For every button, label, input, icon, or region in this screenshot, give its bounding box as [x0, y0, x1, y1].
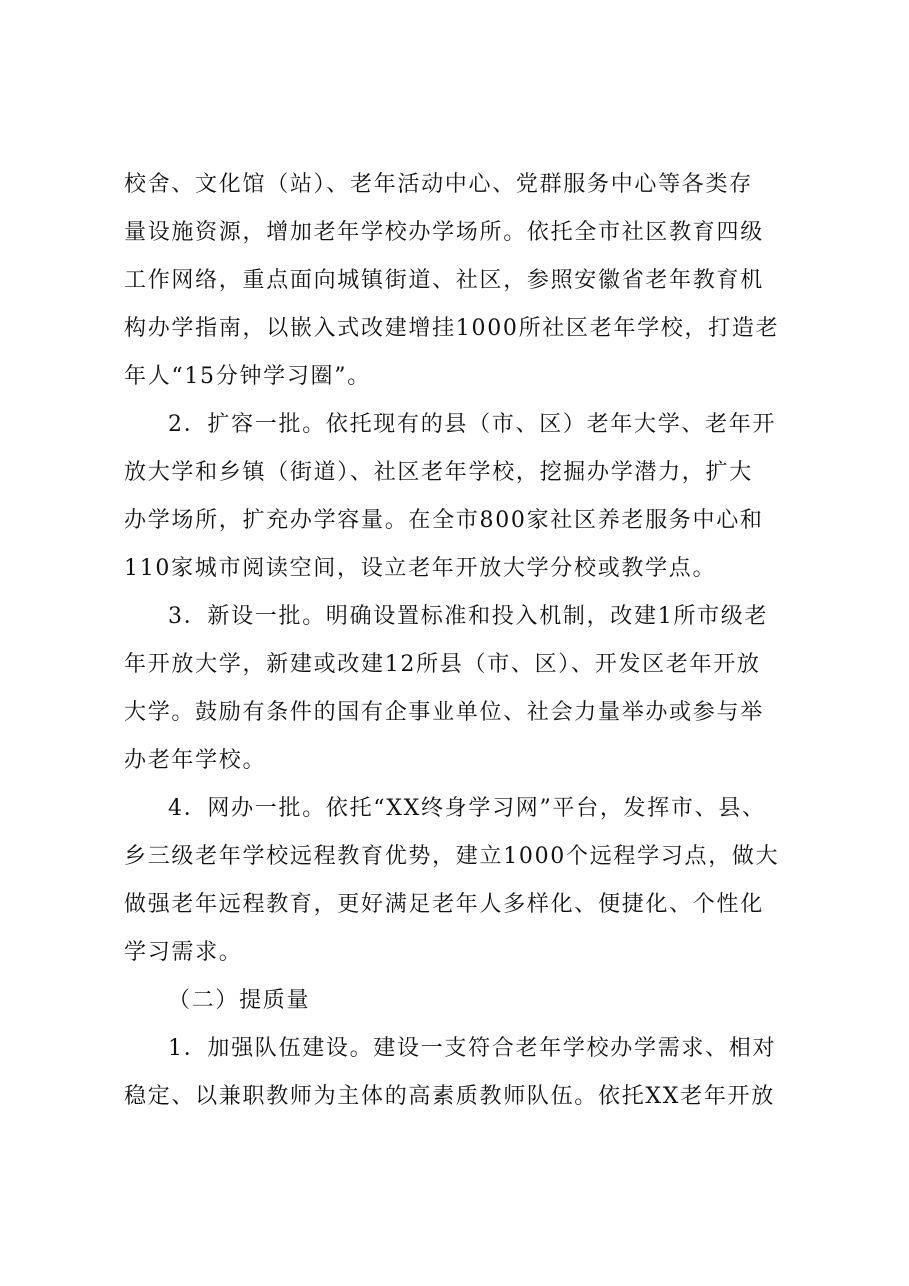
text-line: 办老年学校。 — [124, 748, 267, 773]
text-line: 量设施资源，增加老年学校办学场所。依托全市社区教育四级 — [124, 220, 764, 245]
document-body — [124, 161, 808, 1121]
text-line: 放大学和乡镇（街道）、社区老年学校，挖掘办学潜力，扩大 — [124, 460, 753, 485]
text-line: 做强老年远程教育，更好满足老年人多样化、便捷化、个性化 — [124, 892, 764, 917]
text-line: 构办学指南，以嵌入式改建增挂1000所社区老年学校，打造老 — [124, 316, 780, 341]
paragraph-start-line: 4．网办一批。依托“XX终身学习网”平台，发挥市、县、 — [168, 796, 766, 821]
paragraph-start-line: 2．扩容一批。依托现有的县（市、区）老年大学、老年开 — [168, 412, 777, 437]
text-line: 办学场所，扩充办学容量。在全市800家社区养老服务中心和 — [124, 508, 764, 533]
text-line: 大学。鼓励有条件的国有企事业单位、社会力量举办或参与举 — [124, 700, 764, 725]
text-line: 工作网络，重点面向城镇街道、社区，参照安徽省老年教育机 — [124, 268, 764, 293]
text-line: 校舍、文化馆（站）、老年活动中心、党群服务中心等各类存 — [124, 172, 753, 197]
paragraph-start-line: 3．新设一批。明确设置标准和投入机制，改建1所市级老 — [168, 604, 769, 629]
text-line: 年人“15分钟学习圈”。 — [124, 364, 371, 389]
text-line: 学习需求。 — [124, 940, 243, 965]
text-line: 年开放大学，新建或改建12所县（市、区）、开发区老年开放 — [124, 652, 761, 677]
text-line: 稳定、以兼职教师为主体的高素质教师队伍。依托XX老年开放 — [124, 1084, 775, 1109]
section-heading: （二）提质量 — [168, 988, 311, 1013]
paragraph-start-line: 1．加强队伍建设。建设一支符合老年学校办学需求、相对 — [168, 1036, 777, 1061]
text-line: 乡三级老年学校远程教育优势，建立1000个远程学习点，做大 — [124, 844, 780, 869]
text-line: 110家城市阅读空间，设立老年开放大学分校或教学点。 — [124, 556, 717, 581]
